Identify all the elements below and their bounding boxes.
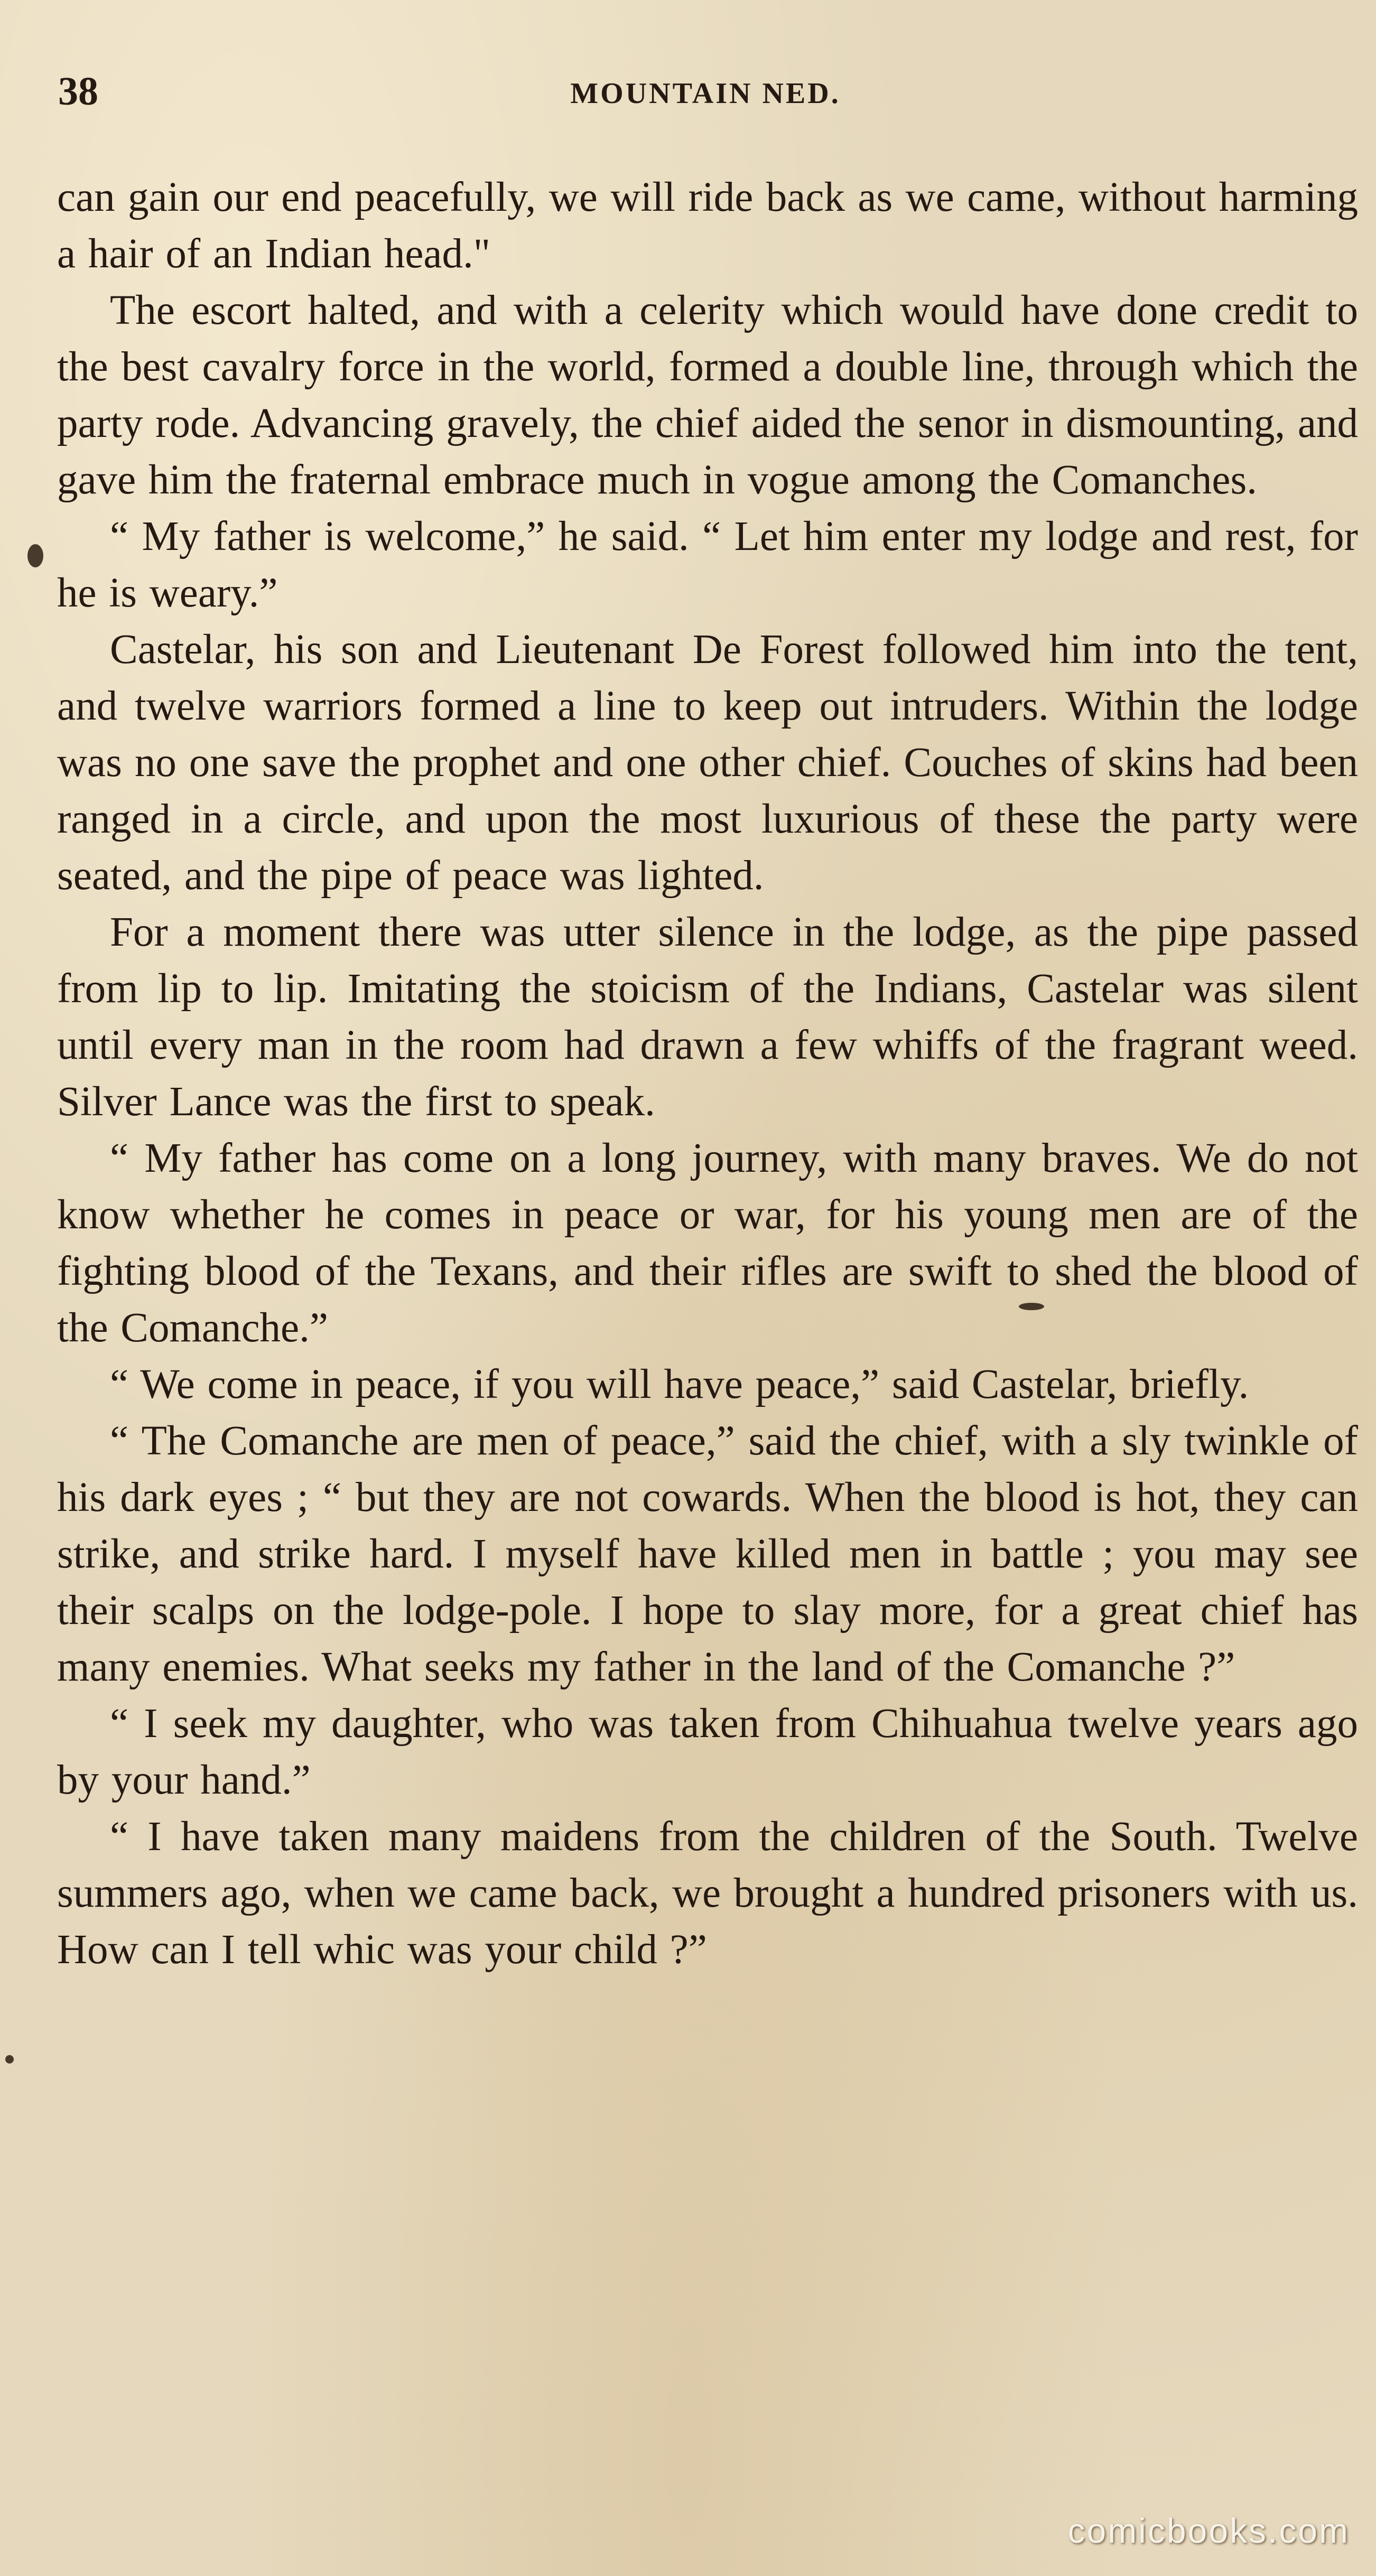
page-number: 38	[58, 69, 98, 114]
body-text	[57, 169, 1358, 1978]
paragraph: “ I seek my daughter, who was taken from Chihuahua twelve years ago by your hand.”	[57, 1701, 1358, 1803]
ink-speck	[1019, 1303, 1044, 1310]
page-header	[53, 62, 1358, 126]
paragraph: For a moment there was utter silence in the lodge, as the pipe passed from lip to lip. Imitating the stoicism of the Indians, Castelar was silent until every man in the room had drawn a few whiffs of the fragrant weed. Silver Lance was the first to speak.	[57, 909, 1358, 1125]
ink-speck	[5, 2055, 14, 2064]
paragraph: Castelar, his son and Lieutenant De Forest followed him into the tent, and twelve warriors formed a line to keep out intruders. Within the lodge was no one save the prophet and one other chief. Couches of skins had been ranged in a circle, and upon the most luxurious of these the party were seated, and the pipe of peace was lighted.	[57, 627, 1358, 899]
ink-blot	[27, 544, 43, 567]
paragraph: “ I have taken many maidens from the children of the South. Twelve summers ago, when we came back, we brought a hundred prisoners with us. How can I tell whic was your child ?”	[57, 1814, 1358, 1973]
paragraph: “ The Comanche are men of peace,” said the chief, with a sly twinkle of his dark eyes ; “ but they are not cowards. When the blood is hot, they can strike, and strike hard. I myself have killed men in battle ; you may see their scalps on the lodge-pole. I hope to slay more, for a great chief has many enemies. What seeks my father in the land of the Comanche ?”	[57, 1418, 1358, 1690]
paragraph: “ We come in peace, if you will have peace,” said Castelar, briefly.	[110, 1361, 1249, 1407]
paragraph: The escort halted, and with a celerity which would have done credit to the best cavalry force in the world, formed a double line, through which the party rode. Advancing gravely, the chief aided the senor in dismounting, and gave him the fraternal embrace much in vogue among the Comanches.	[57, 287, 1358, 503]
paragraph: can gain our end peacefully, we will ride back as we came, without harming a hair of an Indian head."	[57, 174, 1358, 277]
paragraph: “ My father has come on a long journey, with many braves. We do not know whether he comes in peace or war, for his young men are of the fighting blood of the Texans, and their rifles are swift to shed the blood of the Comanche.”	[57, 1135, 1358, 1351]
paragraph: “ My father is welcome,” he said. “ Let him enter my lodge and rest, for he is weary.”	[57, 514, 1358, 616]
running-head: MOUNTAIN NED.	[570, 77, 841, 110]
watermark-logo: comicbooks.com	[1067, 2511, 1350, 2550]
